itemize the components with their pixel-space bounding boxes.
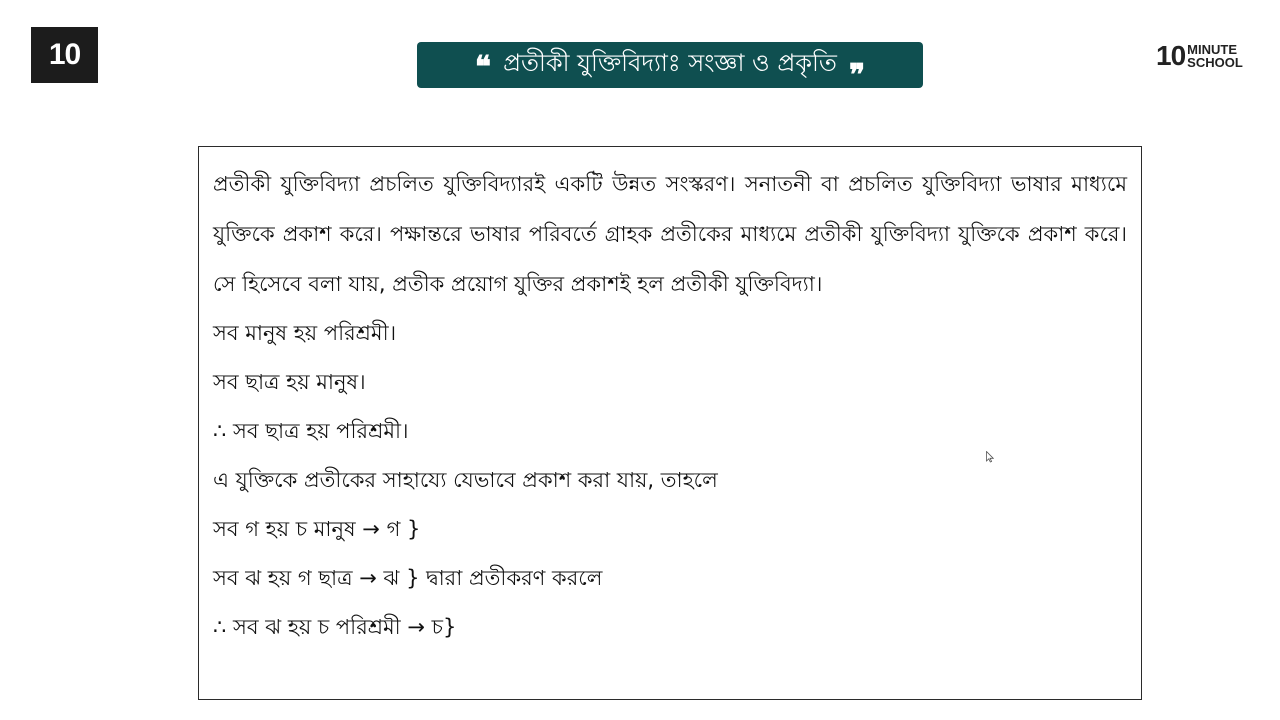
ten-minute-school-logo	[31, 27, 98, 83]
content-box	[198, 146, 1142, 700]
symbolic-premise-1: সব গ হয় চ মানুষ → গ }	[213, 517, 421, 541]
slide-title: প্রতীকী যুক্তিবিদ্যাঃ সংজ্ঞা ও প্রকৃতি	[503, 49, 837, 77]
open-quote-icon: ❝	[474, 49, 492, 85]
symbolic-conclusion: ∴ সব ঝ হয় চ পরিশ্রমী → চ}	[213, 615, 457, 639]
brand-word-minute: MINUTE	[1187, 42, 1237, 57]
mouse-pointer-icon	[986, 451, 994, 463]
slide-title-banner	[417, 42, 923, 93]
brand-logo-right	[1156, 40, 1243, 72]
syllogism-premise-2: সব ছাত্র হয় মানুষ।	[213, 370, 366, 394]
syllogism-conclusion: ∴ সব ছাত্র হয় পরিশ্রমী।	[213, 419, 409, 443]
syllogism-premise-1: সব মানুষ হয় পরিশ্রমী।	[213, 321, 397, 345]
brand-word-school: SCHOOL	[1187, 55, 1243, 70]
symbolization-intro: এ যুক্তিকে প্রতীকের সাহায্যে যেভাবে প্রকাশ করা যায়, তাহলে	[213, 468, 718, 492]
intro-paragraph: প্রতীকী যুক্তিবিদ্যা প্রচলিত যুক্তিবিদ্যারই একটি উন্নত সংস্করণ। সনাতনী বা প্রচলিত যুক্তিবিদ্যা ভাষার মাধ্যমে যুক্তিকে প্রকাশ করে। পক্ষান্তরে ভাষার পরিবর্তে গ্রাহক প্রতীকের মাধ্যমে প্রতীকী যুক্তিবিদ্যা যুক্তিকে প্রকাশ করে। সে হিসেবে বলা যায়, প্রতীক প্রয়োগ যুক্তির প্রকাশই হল প্রতীকী যুক্তিবিদ্যা।	[213, 172, 1127, 296]
symbolic-premise-2: সব ঝ হয় গ ছাত্র → ঝ } দ্বারা প্রতীকরণ করলে	[213, 566, 603, 590]
logo-text: 10	[48, 38, 81, 71]
brand-words	[1187, 43, 1243, 69]
close-quote-icon: ❞	[848, 57, 866, 93]
brand-number: 10	[1156, 40, 1186, 71]
